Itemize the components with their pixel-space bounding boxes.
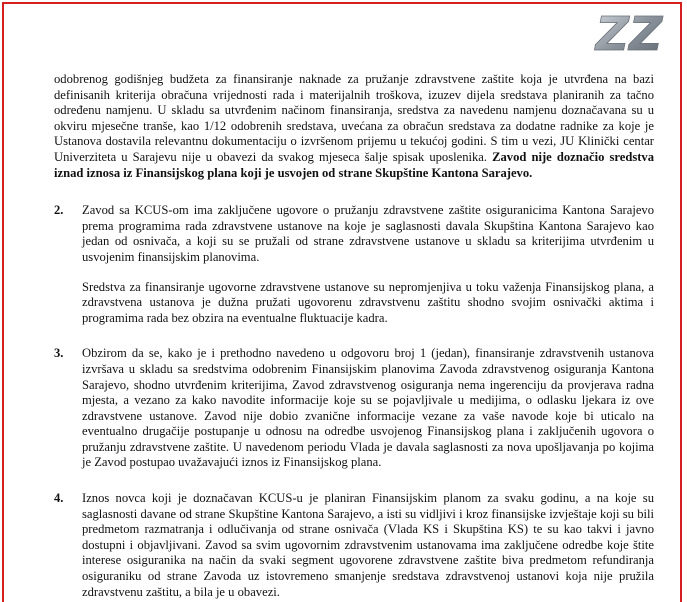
zz-logo	[591, 8, 667, 60]
item-number: 4.	[54, 491, 64, 506]
item-paragraph: Zavod sa KCUS-om ima zaključene ugovore o pružanju zdravstvene zaštite osiguranicima Kantona Sarajevo prema programima rada zdravstvene ustanove na koje je saglasnosti davala Skupština Kantona Sarajevo kao jedan od osnivača, a koji su se pružali od strane zdravstvene ustanove u skladu sa kriterijima utvrđenim u usvojenim finansijskim planovima.	[82, 203, 654, 264]
list-item-2	[54, 203, 654, 326]
list-item-4	[54, 491, 654, 600]
item-paragraph: Sredstva za finansiranje ugovorne zdravstvene ustanove su nepromjenjiva u toku važenja Finansijskog plana, a zdravstvena ustanova je dužna pružati ugovorenu zdravstvenu zaštitu shodno svojim osnivački aktima i programima rada bez obzira na eventualne fluktuacije kadra.	[82, 279, 654, 325]
list-item-3	[54, 346, 654, 471]
item-number: 3.	[54, 346, 64, 361]
item-paragraph: Iznos novca koji je doznačavan KCUS-u je planiran Finansijskim planom za svaku godinu, a na koje su saglasnosti davane od strane Skupštine Kantona Sarajevo, a isti su vidljivi i kroz finansijske izvještaje koji su bili predmetom razmatranja i odlučivanja od strane osnivača (Vlada KS i Skupština KS) te su kao takvi i javno dostupni i objavljivani. Zavod sa svim ugovornim zdravstvenim ustanovama ima zaključene odredbe koje štite interese osiguranika na način da svaki segment ugovorene zdravstvene zaštite biva predmetom refundiranja osiguraniku od strane Zavoda uz istovremeno smanjenje sredstava zdravstvenoj ustanovi koja nije pružila zdravstvenu zaštitu, a bila je u obavezi.	[82, 491, 654, 599]
item-number: 2.	[54, 203, 64, 218]
item-paragraph: Obzirom da se, kako je i prethodno navedeno u odgovoru broj 1 (jedan), finansiranje zdravstvenih ustanova izvršava u skladu sa sredstvima odobrenim Finansijskim planovima Zavoda zdravstvenog osiguranja Kantona Sarajevo, shodno utvrđenim kriterijima, Zavod zdravstvenog osiguranja nema ingerenciju da provjerava radna mjesta, a vezano za kako navodite informacije koje su se pojavljivale u medijima, o odlasku ljekara iz ove zdravstvene ustanove. Zavod nije dobio zvanične informacije vezane za vaše navode koje bi uticalo na eventualno drugačije postupanje u odnosu na odredbe usvojenog Finansijskog plana i zaključenih ugovora o pružanju zdravstvene zaštite. U navedenom periodu Vlada je davala saglasnosti za nova upošljavanja po kojima je Zavod postupao uvažavajući iznos iz Finansijskog plana.	[82, 346, 654, 470]
document-body	[54, 72, 654, 600]
svg-text:ZZ: ZZ	[595, 8, 663, 60]
intro-paragraph: odobrenog godišnjeg budžeta za finansiranje naknade za pružanje zdravstvene zaštite koja je utvrđena na bazi definisanih kriterija obračuna vrijednosti rada i materijalnih troškova, izuzev dijela sredstava planiranih za tačno određenu namjenu. U skladu sa utvrđenim načinom finansiranja, sredstva za navedenu namjenu doznačavana su u okviru mjesečne tranše, kao 1/12 odobrenih sredstava, uvećana za obračun sredstava za dodatne radnike za koje je Ustanova dostavila relevantnu dokumentaciju o izvršenom prijemu u tekućoj godini. S tim u vezi, JU Klinički centar Univerziteta u Sarajevu nije u obavezi da svakog mjeseca šalje spisak uposlenika. Zavod nije doznačio sredstva iznad iznosa iz Finansijskog plana koji je usvojen od strane Skupštine Kantona Sarajevo.	[54, 72, 655, 180]
intro-bold-statement: Zavod nije doznačio sredstva iznad iznosa iz Finansijskog plana koji je usvojen od strane Skupštine Kantona Sarajevo.	[54, 149, 655, 180]
